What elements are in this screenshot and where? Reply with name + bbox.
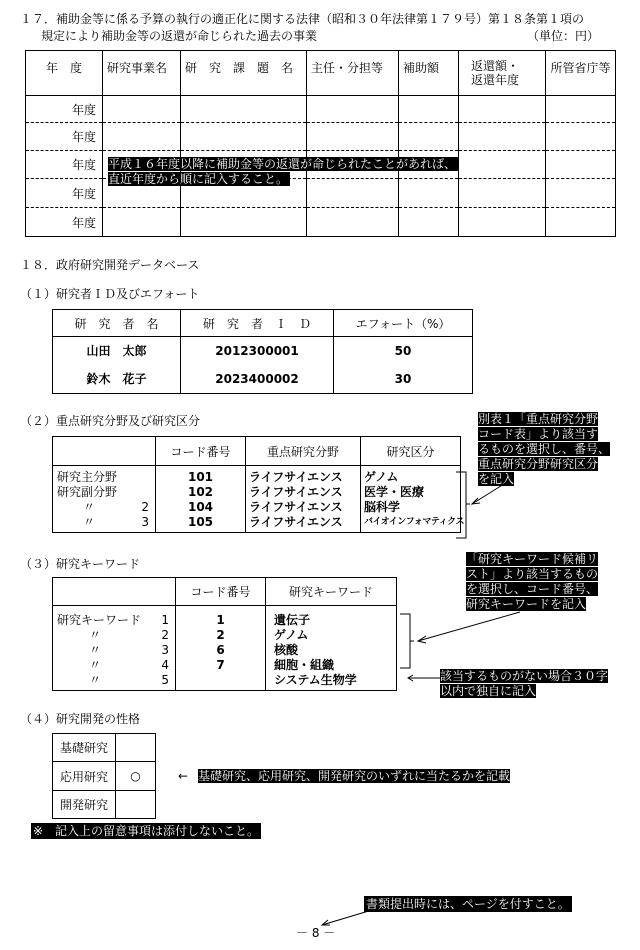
research-type-label: 開発研究 xyxy=(53,791,116,819)
field-rows xyxy=(53,466,461,533)
role-cell[interactable] xyxy=(307,96,399,123)
role-cell[interactable] xyxy=(307,123,399,151)
return-cell[interactable] xyxy=(459,123,546,151)
field-cell[interactable]: ライフサイエンス xyxy=(249,515,343,529)
ministry-cell[interactable] xyxy=(546,179,616,208)
code-cell[interactable]: 6 xyxy=(216,643,225,657)
note-line: 「研究キーワード候補リ xyxy=(466,552,599,566)
sub3-title: （３）研究キーワード xyxy=(20,557,141,571)
title-cell[interactable] xyxy=(181,123,307,151)
keyword-cell[interactable]: 細胞・組織 xyxy=(274,658,335,672)
researcher-table xyxy=(52,309,473,394)
return-cell[interactable] xyxy=(459,151,546,179)
title-cell[interactable] xyxy=(181,208,307,237)
amount-cell[interactable] xyxy=(399,96,459,123)
keyword-labels xyxy=(53,606,176,691)
header-project: 研究事業名 xyxy=(103,51,181,96)
section17-title-line2: 規定により補助金等の返還が命じられた過去の事業 xyxy=(41,29,318,43)
table-row xyxy=(26,208,616,237)
header-return-line2: 返還年度 xyxy=(471,73,520,87)
sub2-title: （２）重点研究分野及び研究区分 xyxy=(20,414,201,428)
ministry-cell[interactable] xyxy=(546,151,616,179)
table-header-row xyxy=(53,578,397,606)
research-type-label: 応用研究 xyxy=(53,762,116,791)
header-researcher-id: 研 究 者 Ｉ Ｄ xyxy=(181,310,334,337)
note-line: スト」より該当するもの xyxy=(466,567,599,581)
ministry-cell[interactable] xyxy=(546,123,616,151)
custom-keyword-instruction-note xyxy=(440,669,608,699)
title-cell[interactable] xyxy=(181,96,307,123)
project-cell[interactable] xyxy=(103,96,181,123)
researcher-name-cell[interactable]: 鈴木 花子 xyxy=(53,365,181,394)
research-type-label: 基礎研究 xyxy=(53,734,116,762)
header-return-line1: 返還額・ xyxy=(471,59,520,73)
research-type-mark[interactable] xyxy=(116,734,156,762)
note-line: 研究キーワードを記入 xyxy=(466,597,587,611)
page-note-text: 書類提出時には、ページを付すこと。 xyxy=(366,897,570,911)
header-role: 主任・分担等 xyxy=(307,51,399,96)
note-line: るものを選択し、番号、 xyxy=(478,442,611,456)
header-ministry: 所管省庁等 xyxy=(546,51,616,96)
keyword-cell[interactable]: ゲノム xyxy=(274,628,309,642)
field-label: 研究副分野 xyxy=(57,485,118,499)
note-line: を選択し、コード番号、 xyxy=(466,582,599,596)
sub1-title: （１）研究者ＩＤ及びエフォート xyxy=(20,287,200,301)
category-cell[interactable]: 医学・医療 xyxy=(364,485,425,499)
keyword-table xyxy=(52,577,397,691)
effort-cell[interactable]: 50 xyxy=(334,337,473,365)
refund-instruction-note xyxy=(108,157,458,187)
keyword-label: 〃 3 xyxy=(89,643,169,657)
code-cell[interactable] xyxy=(176,673,265,688)
section17-title-line1: １７．補助金等に係る予算の執行の適正化に関する法律（昭和３０年法律第１７９号）第１８条第１項の xyxy=(20,12,585,26)
keyword-cell[interactable]: システム生物学 xyxy=(274,673,357,687)
field-code-instruction-note xyxy=(478,412,610,487)
research-type-table xyxy=(52,733,156,819)
note-line: 別表１「重点研究分野 xyxy=(478,412,599,426)
arrow-custom-keyword xyxy=(408,675,440,681)
header-code: コード番号 xyxy=(176,578,266,606)
code-column xyxy=(156,466,246,533)
table-row xyxy=(53,734,156,762)
note-line: 重点研究分野研究区分 xyxy=(478,457,599,471)
header-code: コード番号 xyxy=(156,437,246,466)
return-cell[interactable] xyxy=(459,96,546,123)
field-label: 研究主分野 xyxy=(57,470,118,484)
keyword-label: 研究キーワード 1 xyxy=(57,613,169,627)
field-label: 〃 3 xyxy=(83,515,149,529)
field-cell[interactable]: ライフサイエンス xyxy=(249,470,343,484)
header-researcher-name: 研 究 者 名 xyxy=(53,310,181,337)
code-cell[interactable]: 7 xyxy=(216,658,225,672)
research-type-mark[interactable]: ○ xyxy=(116,762,156,791)
year-cell: 年度 xyxy=(26,208,103,237)
table-row xyxy=(26,123,616,151)
table-row xyxy=(53,365,473,394)
return-cell[interactable] xyxy=(459,179,546,208)
header-category: 研究区分 xyxy=(361,437,461,466)
amount-cell[interactable] xyxy=(399,208,459,237)
arrow-field-note xyxy=(472,484,504,504)
field-column xyxy=(246,466,361,533)
research-field-table xyxy=(52,436,465,533)
page-number: － 8 － xyxy=(296,926,336,940)
keyword-cell[interactable]: 遺伝子 xyxy=(274,613,311,627)
attachment-note xyxy=(31,824,261,838)
left-arrow-icon: ← xyxy=(178,769,189,783)
code-cell[interactable]: 105 xyxy=(187,515,214,529)
category-cell[interactable]: 脳科学 xyxy=(364,500,401,514)
code-cell[interactable]: 102 xyxy=(187,485,214,499)
header-title: 研 究 課 題 名 xyxy=(181,51,307,96)
arrow-keyword-note xyxy=(418,612,520,643)
code-cell[interactable]: 104 xyxy=(187,500,214,514)
year-cell: 年度 xyxy=(26,179,103,208)
note-line: 以内で独自に記入 xyxy=(440,684,537,698)
researcher-id-cell[interactable]: 2023400002 xyxy=(181,365,334,394)
code-cell[interactable]: 1 xyxy=(216,613,225,627)
sub4-title: （４）研究開発の性格 xyxy=(20,712,141,726)
attachment-note-text: ※ 記入上の留意事項は添付しないこと。 xyxy=(33,824,260,838)
table-row xyxy=(53,762,156,791)
table-row xyxy=(26,96,616,123)
table-row xyxy=(53,791,156,819)
table-header-row xyxy=(26,51,616,96)
researcher-id-cell[interactable]: 2012300001 xyxy=(181,337,334,365)
field-cell[interactable]: ライフサイエンス xyxy=(249,500,343,514)
header-year: 年 度 xyxy=(26,51,103,96)
code-cell[interactable]: 2 xyxy=(216,628,225,642)
keyword-label: 〃 4 xyxy=(89,658,169,672)
category-column xyxy=(361,466,465,533)
past-projects-table xyxy=(25,50,616,237)
header-blank xyxy=(53,578,176,606)
bracket-keyword-rows xyxy=(400,614,414,668)
year-cell: 年度 xyxy=(26,151,103,179)
keyword-label: 〃 2 xyxy=(89,628,169,642)
header-blank xyxy=(53,437,156,466)
refund-note-line2: 直近年度から順に記入すること。 xyxy=(108,172,289,186)
project-cell[interactable] xyxy=(103,208,181,237)
header-amount: 補助額 xyxy=(399,51,459,96)
project-cell[interactable] xyxy=(103,123,181,151)
field-label: 〃 2 xyxy=(83,500,149,514)
code-column xyxy=(176,606,266,691)
keyword-label: 〃 5 xyxy=(89,673,169,687)
keyword-column xyxy=(266,606,397,691)
keyword-list-instruction-note xyxy=(466,552,598,612)
table-row xyxy=(53,337,473,365)
header-effort: エフォート（%） xyxy=(334,310,473,337)
effort-cell[interactable]: 30 xyxy=(334,365,473,394)
field-labels xyxy=(53,466,156,533)
table-header-row xyxy=(53,437,461,466)
note-line: コード表」より該当す xyxy=(478,427,599,441)
header-return xyxy=(459,51,546,96)
note-line: 該当するものがない場合３０字 xyxy=(440,669,609,683)
year-cell: 年度 xyxy=(26,96,103,123)
section18-title: １８．政府研究開発データベース xyxy=(20,258,200,272)
table-header-row xyxy=(53,310,473,337)
research-type-instruction-note xyxy=(198,769,510,783)
ministry-cell[interactable] xyxy=(546,208,616,237)
return-cell[interactable] xyxy=(459,208,546,237)
page-number-instruction-note xyxy=(364,897,572,911)
year-cell: 年度 xyxy=(26,123,103,151)
note-line: 基礎研究、応用研究、開発研究のいずれに当たるかを記載 xyxy=(198,769,511,783)
keyword-rows xyxy=(53,606,397,691)
field-cell[interactable]: ライフサイエンス xyxy=(249,485,343,499)
category-cell[interactable]: ゲノム xyxy=(364,470,399,484)
header-keyword: 研究キーワード xyxy=(266,578,397,606)
category-cell[interactable]: バイオインフォマティクス xyxy=(364,517,465,527)
ministry-cell[interactable] xyxy=(546,96,616,123)
note-line: を記入 xyxy=(478,472,515,486)
researcher-name-cell[interactable]: 山田 太郎 xyxy=(53,337,181,365)
header-field: 重点研究分野 xyxy=(246,437,361,466)
code-cell[interactable]: 101 xyxy=(187,470,214,484)
role-cell[interactable] xyxy=(307,208,399,237)
arrow-page-number xyxy=(322,910,372,925)
amount-cell[interactable] xyxy=(399,123,459,151)
unit-label: （単位：円） xyxy=(527,29,600,43)
keyword-cell[interactable]: 核酸 xyxy=(274,643,299,657)
refund-note-line1: 平成１６年度以降に補助金等の返還が命じられたことがあれば、 xyxy=(108,157,457,171)
research-type-mark[interactable] xyxy=(116,791,156,819)
